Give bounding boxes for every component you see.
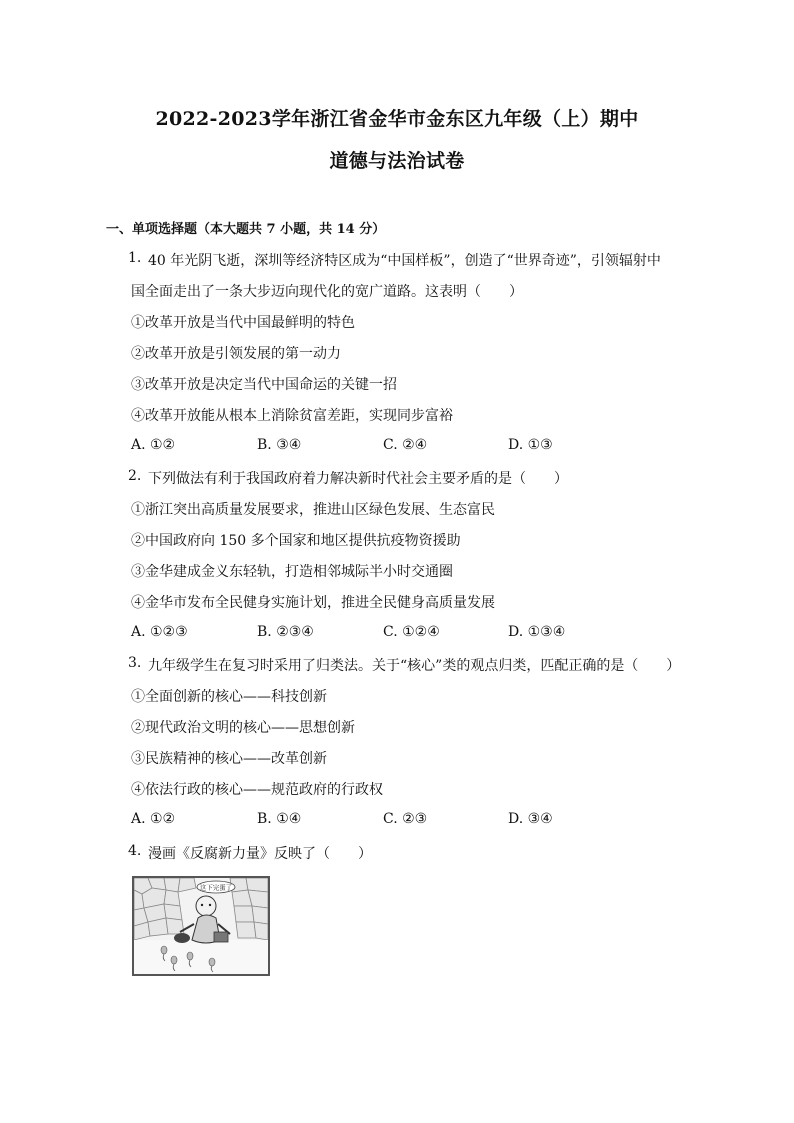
- question-number: 4.: [128, 843, 142, 859]
- anti-corruption-cartoon: [132, 876, 270, 976]
- section-heading: 一、单项选择题（本大题共 7 小题，共 14 分）: [106, 222, 386, 237]
- option-b[interactable]: B. ②③④: [257, 624, 314, 640]
- question-number: 1.: [128, 250, 142, 266]
- statement-1: ①全面创新的核心——科技创新: [131, 689, 327, 705]
- speech-bubble-text: 这下完蛋了: [199, 883, 233, 892]
- option-d[interactable]: D. ③④: [508, 811, 553, 827]
- answer-options: [131, 624, 591, 644]
- statement-4: ④金华市发布全民健身实施计划，推进全民健身高质量发展: [131, 595, 495, 611]
- option-b[interactable]: B. ①④: [257, 811, 302, 827]
- question-stem-line1: 40 年光阴飞逝，深圳等经济特区成为“中国样板”，创造了“世界奇迹”，引领辐射中: [148, 253, 661, 269]
- option-a[interactable]: A. ①②: [131, 811, 176, 827]
- statement-3: ③金华建成金义东轻轨，打造相邻城际半小时交通圈: [131, 564, 453, 580]
- option-c[interactable]: C. ②③: [383, 811, 428, 827]
- exam-title-line2: 道德与法治试卷: [329, 150, 465, 172]
- statement-2: ②中国政府向 150 多个国家和地区提供抗疫物资援助: [131, 533, 461, 549]
- option-b[interactable]: B. ③④: [257, 437, 302, 453]
- question-stem-line2: 国全面走出了一条大步迈向现代化的宽广道路。这表明（ ）: [131, 284, 523, 300]
- question-number: 2.: [128, 468, 142, 484]
- option-a[interactable]: A. ①②: [131, 437, 176, 453]
- option-d[interactable]: D. ①③: [508, 437, 553, 453]
- statement-4: ④依法行政的核心——规范政府的行政权: [131, 782, 383, 798]
- question-stem-line1: 漫画《反腐新力量》反映了（ ）: [148, 846, 372, 862]
- option-d[interactable]: D. ①③④: [508, 624, 566, 640]
- statement-1: ①浙江突出高质量发展要求，推进山区绿色发展、生态富民: [131, 502, 495, 518]
- statement-2: ②现代政治文明的核心——思想创新: [131, 720, 355, 736]
- statement-1: ①改革开放是当代中国最鲜明的特色: [131, 315, 355, 331]
- question-stem-line1: 下列做法有利于我国政府着力解决新时代社会主要矛盾的是（ ）: [148, 471, 568, 487]
- statement-3: ③改革开放是决定当代中国命运的关键一招: [131, 377, 397, 393]
- option-c[interactable]: C. ①②④: [383, 624, 440, 640]
- answer-options: [131, 811, 591, 831]
- option-a[interactable]: A. ①②③: [131, 624, 188, 640]
- option-c[interactable]: C. ②④: [383, 437, 428, 453]
- question-number: 3.: [128, 655, 142, 671]
- statement-4: ④改革开放能从根本上消除贫富差距，实现同步富裕: [131, 408, 453, 424]
- statement-3: ③民族精神的核心——改革创新: [131, 751, 327, 767]
- exam-title-line1: 2022-2023学年浙江省金华市金东区九年级（上）期中: [155, 108, 639, 130]
- statement-2: ②改革开放是引领发展的第一动力: [131, 346, 341, 362]
- answer-options: [131, 437, 591, 457]
- question-stem-line1: 九年级学生在复习时采用了归类法。关于“核心”类的观点归类，匹配正确的是（ ）: [148, 658, 681, 674]
- cartoon-illustration: [134, 878, 268, 974]
